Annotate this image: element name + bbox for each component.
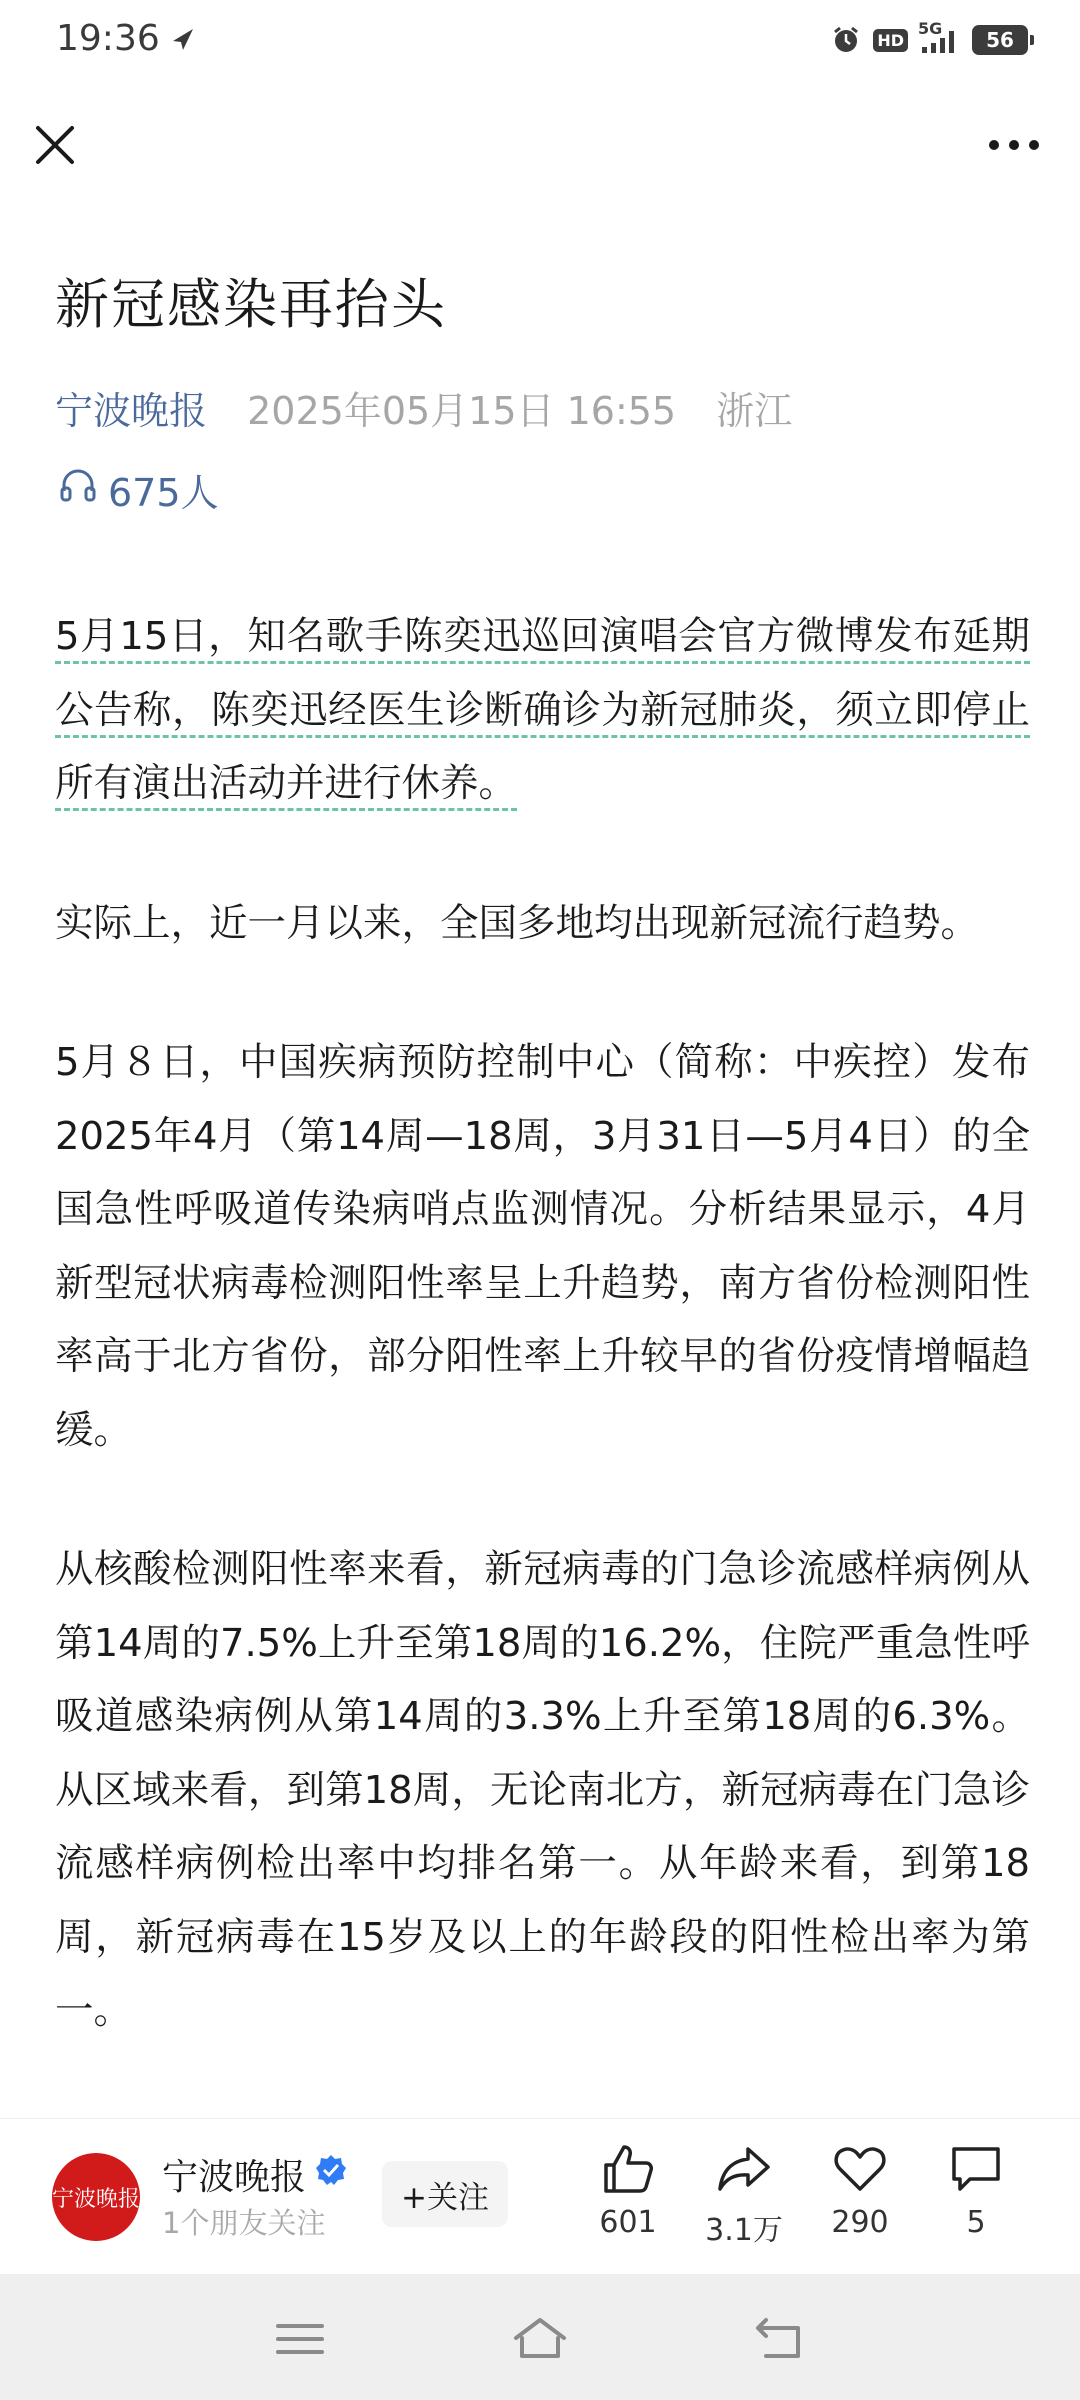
share-arrow-icon bbox=[694, 2141, 794, 2197]
article-paragraph: 实际上，近一月以来，全国多地均出现新冠流行趋势。 bbox=[55, 900, 980, 946]
article-paragraph: 从核酸检测阳性率来看，新冠病毒的门急诊流感样病例从第14周的7.5%上升至第18周的16.2%，住院严重急性呼吸道感染病例从第14周的3.3%上升至第18周的6.3%。从区域来看，到第18周，无论南北方，新冠病毒在门急诊流感样病例检出率中均排名第一。从年龄来看，到第18周，新冠病毒在15岁及以上的年龄段的阳性检出率为第一。 bbox=[55, 1547, 1030, 2033]
like-button[interactable] bbox=[578, 2141, 678, 2240]
comment-button[interactable] bbox=[926, 2141, 1026, 2240]
article-body bbox=[55, 600, 1030, 2114]
close-icon[interactable] bbox=[30, 120, 80, 170]
heart-icon bbox=[810, 2141, 910, 2197]
article-paragraph: 5月８日，中国疾病预防控制中心（简称：中疾控）发布2025年4月（第14周—18周，3月31日—5月4日）的全国急性呼吸道传染病哨点监测情况。分析结果显示，4月新型冠状病毒检测阳性率呈上升趋势，南方省份检测阳性率高于北方省份，部分阳性率上升较早的省份疫情增幅趋缓。 bbox=[55, 1040, 1030, 1453]
followers-text: 1个朋友关注 bbox=[162, 2206, 326, 2240]
publish-date: 2025年05月15日 16:55 bbox=[247, 389, 677, 433]
favorite-count: 290 bbox=[831, 2205, 889, 2240]
alarm-icon bbox=[831, 25, 861, 55]
avatar[interactable]: 宁波晚报 bbox=[52, 2153, 140, 2241]
home-icon[interactable] bbox=[512, 2314, 568, 2364]
more-dots-icon[interactable] bbox=[984, 130, 1044, 160]
account-name-label: 宁波晚报 bbox=[162, 2157, 307, 2198]
listen-count[interactable] bbox=[58, 462, 219, 517]
navigation-arrow-icon bbox=[168, 24, 198, 54]
account-name[interactable] bbox=[162, 2149, 348, 2200]
comment-count: 5 bbox=[966, 2205, 986, 2240]
system-nav-bar bbox=[0, 2274, 1080, 2400]
headphones-icon bbox=[58, 465, 98, 514]
article-title: 新冠感染再抬头 bbox=[55, 273, 447, 336]
bottom-action-bar bbox=[0, 2118, 1080, 2275]
share-button[interactable] bbox=[694, 2141, 794, 2249]
top-bar bbox=[0, 100, 1080, 200]
menu-icon[interactable] bbox=[272, 2314, 328, 2364]
status-bar bbox=[0, 0, 1080, 84]
comment-bubble-icon bbox=[926, 2141, 1026, 2197]
hd-icon: HD bbox=[873, 29, 908, 52]
article-paragraph bbox=[55, 600, 1030, 821]
like-count: 601 bbox=[599, 2205, 657, 2240]
highlighted-text[interactable]: 5月15日，知名歌手陈奕迅巡回演唱会官方微博发布延期公告称，陈奕迅经医生诊断确诊为新冠肺炎，须立即停止所有演出活动并进行休养。 bbox=[55, 614, 1030, 811]
listen-count-label: 675人 bbox=[108, 471, 219, 515]
battery-icon: 56 bbox=[972, 25, 1028, 55]
follow-button[interactable]: +关注 bbox=[382, 2161, 508, 2227]
network-type: 5G bbox=[918, 19, 943, 38]
back-icon[interactable] bbox=[752, 2314, 808, 2364]
5g-signal-icon bbox=[918, 19, 960, 55]
favorite-button[interactable] bbox=[810, 2141, 910, 2240]
location: 浙江 bbox=[716, 389, 793, 433]
source-link[interactable]: 宁波晚报 bbox=[55, 389, 208, 433]
status-time: 19:36 bbox=[56, 18, 160, 59]
verified-badge-icon bbox=[314, 2153, 348, 2196]
thumbs-up-icon bbox=[578, 2141, 678, 2197]
share-count: 3.1万 bbox=[705, 2213, 783, 2248]
article-meta bbox=[55, 380, 792, 435]
